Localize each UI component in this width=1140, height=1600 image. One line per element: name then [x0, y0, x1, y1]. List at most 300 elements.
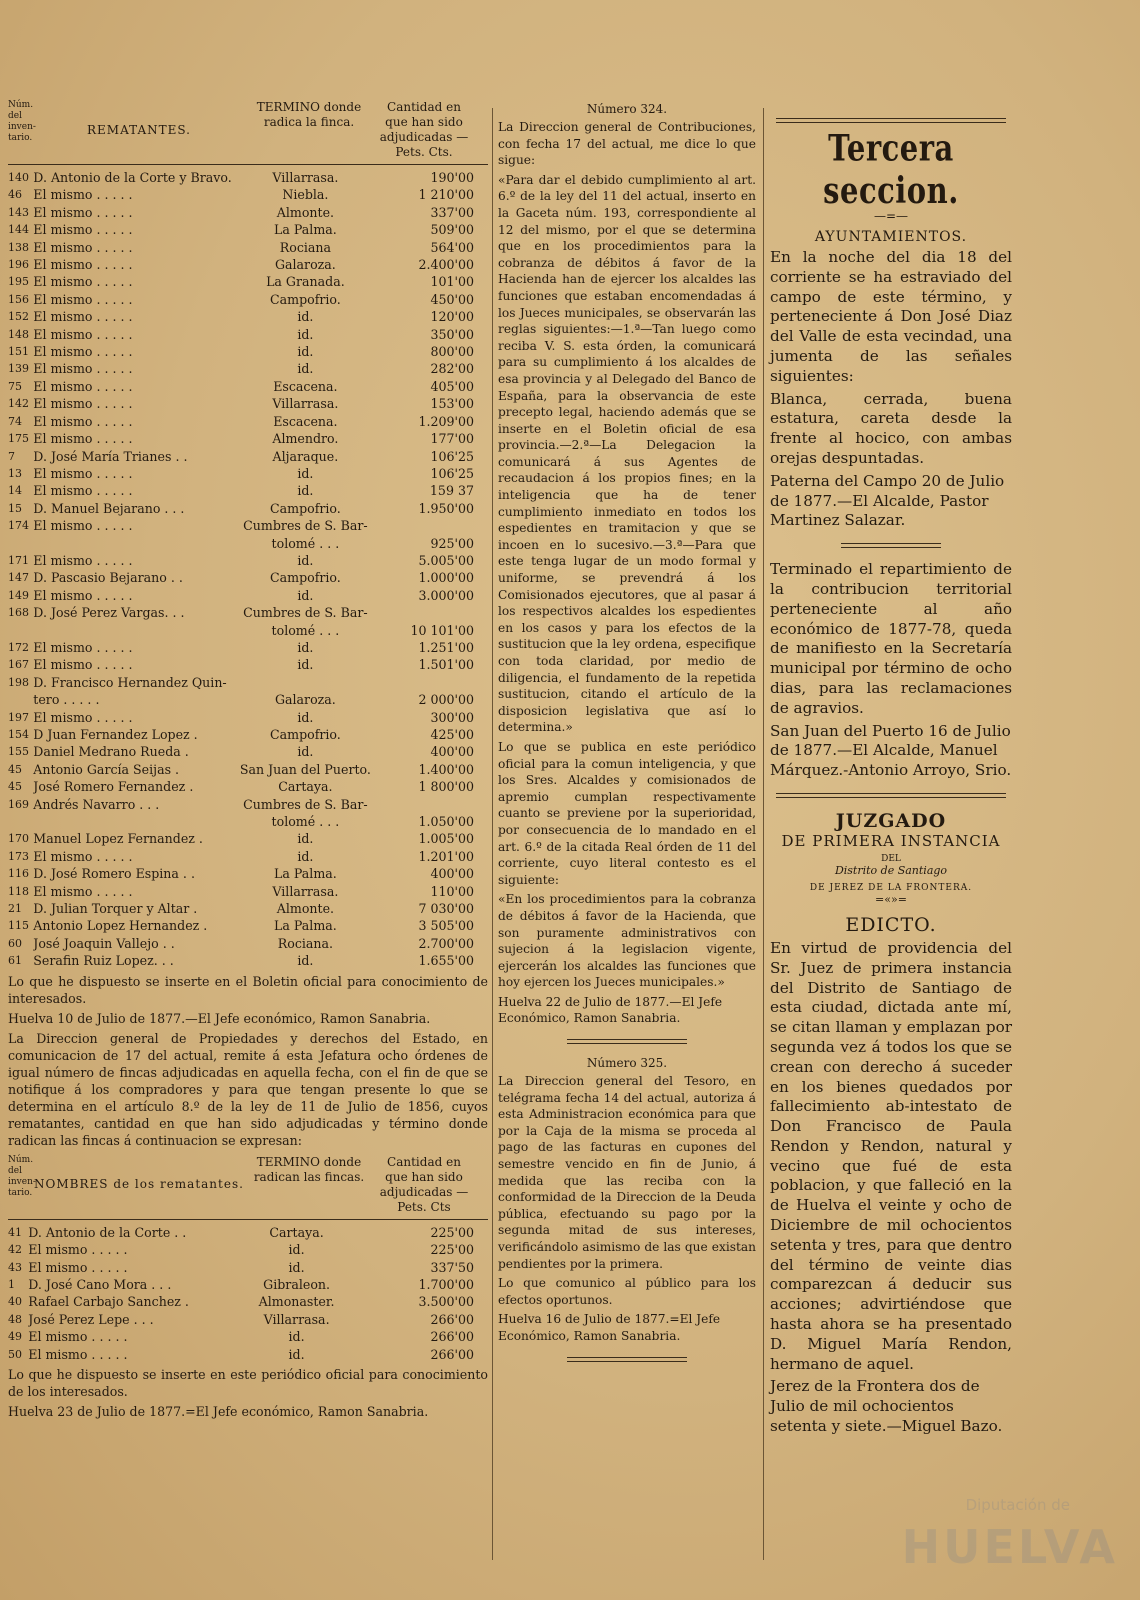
row-name: Andrés Navarro . . . [33, 796, 160, 812]
row-number: 14 [8, 484, 22, 498]
table-row [8, 778, 488, 795]
row-name: Manuel Lopez Fernandez . [33, 831, 203, 847]
row-number: 139 [8, 362, 29, 376]
row-number: 148 [8, 327, 29, 341]
section-title: Tercera seccion. [823, 126, 959, 212]
row-number: 45 [8, 762, 22, 776]
row-amount: 266'00 [430, 1346, 474, 1362]
row-termino: Campofrio. [269, 291, 341, 307]
row-amount: 1.209'00 [418, 413, 474, 429]
row-amount: 3 505'00 [418, 918, 474, 934]
paragraph: Lo que comunico al público para los efectos oportunos. [498, 1276, 756, 1307]
row-termino: id. [297, 309, 314, 325]
row-termino: Almonte. [276, 204, 335, 220]
row-amount: 266'00 [430, 1311, 474, 1327]
header-termino: TERMINO donde radican las fincas. [253, 1154, 365, 1184]
row-amount: 564'00 [430, 239, 474, 255]
row-termino: Escacena. [273, 378, 338, 394]
table-row [8, 326, 488, 343]
row-termino: Galaroza. [274, 692, 336, 708]
row-amount: 10 101'00 [410, 622, 474, 638]
row-amount: 177'00 [430, 431, 474, 447]
row-amount: 101'00 [430, 274, 474, 290]
row-name: tero . . . . . [33, 692, 100, 708]
row-name: José Perez Lepe . . . [28, 1311, 154, 1327]
ornament: =«»= [875, 892, 907, 906]
rematantes-table-2 [8, 1224, 488, 1363]
separator [776, 793, 1006, 798]
row-termino: id. [288, 1242, 305, 1258]
table-row [8, 761, 488, 778]
row-name: El mismo . . . . . [33, 709, 133, 725]
table-row [8, 273, 488, 290]
row-number [8, 622, 33, 639]
table-row [8, 465, 488, 482]
row-number: 21 [8, 902, 22, 916]
row-number: 155 [8, 745, 29, 759]
row-amount: 800'00 [430, 344, 474, 360]
row-number: 147 [8, 571, 29, 585]
paragraph: «Para dar el debido cumplimiento al art. 6.º de la ley del 11 del actual, inserto en la Gaceta núm. 193, correspondiente al 12 del mismo, por el que se determina que en los procedimientos para la cobranza de débitos á favor de la Hacienda han de ejercer los alcaldes las funciones que estaban encomendadas á los Jueces municipales, se observarán las reglas siguientes:—1.ª—Tan luego como reciba V. S. esta órden, la comunicará para su cumplimiento á los alcaldes de esa provincia y al Delegado del Banco de España, para la observancia de este precepto legal, haciendo además que se inserte en el Boletin oficial de esa provincia.—2.ª—La Delegacion la comunicará á sus Agentes de recaudacion á los propios fines; en la inteligencia que ha de tener cumplimiento inmediato en todos los espedientes en tramitacion y que se incoen en lo sucesivo.—3.ª—Para que este tenga lugar de un modo formal y uniforme, se prevendrá á los Comisionados ejecutores, que al pasar á los respectivos alcaldes los espedientes en los casos y para los efectos de la sustitucion que la ley ordena, especifique con toda claridad, por medio de diligencia, el fundamento de la repetida sustitucion, citando el artículo de la disposicion legislativa que así lo determina.» [498, 172, 756, 735]
row-amount: 106'25 [430, 448, 474, 464]
row-termino: id. [297, 744, 314, 760]
row-termino: id. [288, 1346, 305, 1362]
row-termino: Niebla. [282, 187, 329, 203]
row-name: D. Pascasio Bejarano . . [33, 570, 183, 586]
paragraph: La Direccion general de Contribuciones, con fecha 17 del actual, me dice lo que sigue: [498, 120, 756, 168]
row-amount: 266'00 [430, 1329, 474, 1345]
column-rule [763, 108, 764, 1560]
row-name: El mismo . . . . . [33, 483, 133, 499]
row-number: 140 [8, 171, 29, 184]
table-row [8, 726, 488, 743]
table-row [8, 448, 488, 465]
subsection-title: AYUNTAMIENTOS. [814, 229, 968, 245]
row-name: D. José Cano Mora . . . [28, 1276, 172, 1292]
header-num: Núm. del inven-tario. [8, 1154, 36, 1198]
row-name: El mismo . . . . . [28, 1346, 128, 1362]
row-name: Daniel Medrano Rueda . [33, 744, 189, 760]
table-row [8, 1241, 488, 1258]
row-termino: Aljaraque. [272, 448, 339, 464]
row-termino: id. [297, 709, 314, 725]
row-number: 156 [8, 292, 29, 306]
row-termino: Rociana. [277, 935, 334, 951]
row-amount: 1 210'00 [418, 187, 474, 203]
row-termino: tolomé . . . [271, 814, 340, 830]
row-number: 174 [8, 519, 29, 533]
column-left [8, 100, 488, 1423]
table1-header [8, 100, 488, 165]
separator [567, 1039, 687, 1044]
table-row [8, 1311, 488, 1328]
table-row [8, 239, 488, 256]
row-number: 46 [8, 188, 22, 202]
row-name: D Juan Fernandez Lopez . [33, 727, 198, 742]
row-number: 172 [8, 640, 29, 654]
row-termino: id. [297, 953, 314, 969]
row-termino: Cumbres de S. Bar- [243, 796, 368, 812]
row-amount: 400'00 [430, 866, 474, 882]
separator [776, 118, 1006, 123]
row-number: 142 [8, 397, 29, 411]
table-row [8, 1276, 488, 1293]
column-right [770, 100, 1012, 1440]
row-name: Rafael Carbajo Sanchez . [28, 1294, 189, 1310]
row-number: 74 [8, 414, 22, 428]
row-number: 45 [8, 780, 22, 794]
table-row [8, 709, 488, 726]
row-name: El mismo . . . . . [33, 291, 133, 307]
row-name: El mismo . . . . . [33, 361, 133, 377]
row-number: 154 [8, 728, 29, 741]
row-termino: Galaroza. [274, 257, 336, 273]
row-amount: 159 37 [429, 483, 474, 499]
signature: Huelva 22 de Julio de 1877.—El Jefe Económico, Ramon Sanabria. [498, 994, 723, 1026]
signature: Jerez de la Frontera dos de Julio de mil ochocientos setenta y siete.—Miguel Bazo. [770, 1377, 1003, 1436]
column-rule [492, 108, 493, 1560]
row-number: 198 [8, 675, 29, 689]
paragraph: En la noche del dia 18 del corriente se ha estraviado del campo de este término, y perteneciente á Don José Diaz del Valle de esta vecindad, una jumenta de las señales siguientes: [770, 248, 1012, 385]
row-amount: 3.500'00 [418, 1294, 474, 1310]
row-amount: 405'00 [430, 378, 474, 394]
table-row [8, 604, 488, 621]
watermark-text: Diputación de [965, 1496, 1070, 1514]
row-amount: 2 000'00 [418, 692, 474, 708]
row-number [8, 535, 33, 552]
row-amount: 1 800'00 [418, 779, 474, 795]
row-number: 171 [8, 553, 29, 567]
table-row [8, 186, 488, 203]
row-name: El mismo . . . . . [33, 848, 133, 864]
row-amount: 7 030'00 [418, 901, 474, 917]
separator [841, 543, 941, 548]
table-row [8, 813, 488, 830]
row-termino: id. [297, 587, 314, 603]
row-name: El mismo . . . . . [33, 204, 133, 220]
row-name: D. José María Trianes . . [33, 448, 188, 464]
row-name: El mismo . . . . . [33, 378, 133, 394]
row-termino: San Juan del Puerto. [239, 761, 371, 777]
row-name: D. Manuel Bejarano . . . [33, 500, 185, 516]
row-amount: 2.400'00 [418, 257, 474, 273]
row-termino: Rociana [279, 239, 332, 255]
table-row [8, 221, 488, 238]
table-row [8, 517, 488, 534]
row-name: El mismo . . . . . [33, 883, 133, 899]
row-amount: 2.700'00 [418, 935, 474, 951]
row-name: El mismo . . . . . [33, 274, 133, 290]
row-number: 170 [8, 832, 29, 846]
row-number: 75 [8, 379, 22, 393]
table-row [8, 935, 488, 952]
table-row [8, 865, 488, 882]
row-name: El mismo . . . . . [33, 396, 133, 412]
row-termino: id. [297, 552, 314, 568]
row-termino: Campofrio. [269, 500, 341, 516]
paragraph: Terminado el repartimiento de la contribucion territorial perteneciente al año económico de 1877-78, queda de manifiesto en la Secretaría municipal por término de ocho dias, para las reclamaciones de agravios. [770, 560, 1012, 717]
row-termino: id. [297, 831, 314, 847]
row-amount [379, 517, 488, 534]
row-termino: Almendro. [272, 431, 339, 447]
row-name: El mismo . . . . . [33, 222, 133, 238]
row-termino: tolomé . . . [271, 535, 340, 551]
row-amount: 5.005'00 [418, 552, 474, 568]
table-row [8, 291, 488, 308]
row-termino: Villarrasa. [272, 396, 339, 412]
column-middle [498, 100, 756, 1374]
row-number: 138 [8, 240, 29, 254]
row-name: El mismo . . . . . [33, 413, 133, 429]
row-name: El mismo . . . . . [33, 657, 133, 673]
row-amount: 3.000'00 [418, 587, 474, 603]
signature: Huelva 16 de Julio de 1877.=El Jefe Económico, Ramon Sanabria. [498, 1312, 721, 1343]
row-amount: 1.050'00 [418, 814, 474, 830]
row-amount: 450'00 [430, 291, 474, 307]
court-city: DE JEREZ DE LA FRONTERA. [809, 882, 973, 893]
table-row [8, 500, 488, 517]
row-amount: 925'00 [430, 535, 474, 551]
row-number: 43 [8, 1260, 22, 1274]
row-amount: 190'00 [430, 170, 474, 185]
table-row [8, 1293, 488, 1310]
row-termino: Villarrasa. [272, 883, 339, 899]
row-number: 60 [8, 936, 22, 950]
row-name: Antonio García Seijas . [33, 761, 180, 777]
row-amount: 225'00 [430, 1224, 474, 1240]
row-amount [379, 674, 488, 691]
row-amount: 1.950'00 [418, 500, 474, 516]
row-number [8, 813, 33, 830]
row-termino: La Palma. [274, 222, 337, 238]
paragraph: Lo que he dispuesto se inserte en este periódico oficial para conocimiento de los interesados. [8, 1366, 488, 1399]
row-termino: Cartaya. [269, 1224, 324, 1240]
row-number: 169 [8, 797, 29, 811]
row-number: 15 [8, 501, 22, 515]
edict-title: EDICTO. [845, 913, 937, 936]
table2-header [8, 1155, 488, 1220]
row-name [33, 622, 231, 639]
row-name: El mismo . . . . . [33, 187, 133, 203]
table-row [8, 622, 488, 639]
row-name [33, 813, 231, 830]
row-name: José Joaquin Vallejo . . [33, 935, 175, 951]
row-number: 167 [8, 658, 29, 672]
row-name: El mismo . . . . . [28, 1242, 128, 1258]
paragraph: La Direccion general de Propiedades y derechos del Estado, en comunicacion de 17 del actual, remite á esta Jefatura ocho órdenes de igual número de fincas adjudicadas en aquella fecha, con el fin de que se notifique á los compradores y para que tengan presente lo que se determina en el artículo 8.º de la ley de 11 de Julio de 1856, cuyos rematantes, cantidad en que han sido adjudicadas y término donde radican las fincas á continuacion se expresan: [8, 1030, 488, 1148]
row-number: 196 [8, 258, 29, 272]
notice-number: Número 325. [586, 1056, 668, 1071]
row-termino: Villarrasa. [263, 1311, 330, 1327]
row-termino: Campofrio. [269, 570, 341, 586]
court-district: Distrito de Santiago [834, 863, 948, 877]
table-row [8, 430, 488, 447]
watermark-logo: HUELVA [901, 1520, 1118, 1574]
table-row [8, 917, 488, 934]
row-amount: 1.501'00 [418, 657, 474, 673]
row-termino: La Palma. [274, 866, 337, 882]
row-amount: 110'00 [430, 883, 474, 899]
table-row [8, 796, 488, 813]
row-number: 173 [8, 849, 29, 863]
row-termino: id. [297, 344, 314, 360]
row-name: José Romero Fernandez . [33, 779, 194, 795]
table-row [8, 639, 488, 656]
row-number: 175 [8, 432, 29, 446]
row-name: El mismo . . . . . [33, 309, 133, 325]
court-title: JUZGADO [835, 809, 947, 832]
header-persons: REMATANTES. [87, 122, 191, 137]
row-name: El mismo . . . . . [33, 257, 133, 273]
row-termino: id. [288, 1329, 305, 1345]
row-termino: Almonte. [276, 901, 335, 917]
row-name: El mismo . . . . . [33, 518, 133, 534]
table-row [8, 569, 488, 586]
paragraph: En virtud de providencia del Sr. Juez de primera instancia del Distrito de Santiago de esta ciudad, dictada ante mí, se citan llaman y emplazan por segunda vez á todos los que se crean con derecho á suceder en los bienes quedados por fallecimiento ab-intestato de Don Francisco de Paula Rendon y Rendon, natural y vecino que fué de esta poblacion, y que falleció en la de Huelva el veinte y ocho de Diciembre de mil ochocientos setenta y tres, para que dentro del término de veinte dias comparezcan á deducir sus acciones; advirtiéndose que hasta ahora se ha presentado D. Miguel María Rendon, hermano de aquel. [770, 938, 1012, 1373]
header-persons: NOMBRES de los rematantes. [34, 1177, 244, 1192]
row-termino: Campofrio. [269, 727, 341, 742]
row-termino: Cumbres de S. Bar- [243, 518, 368, 534]
signature: Huelva 10 de Julio de 1877.—El Jefe económico, Ramon Sanabria. [8, 1010, 431, 1026]
row-name: El mismo . . . . . [33, 344, 133, 360]
row-amount: 425'00 [430, 727, 474, 742]
row-amount: 1.251'00 [418, 639, 474, 655]
notice-number: Número 324. [586, 102, 668, 116]
row-number: 50 [8, 1347, 22, 1361]
table-row [8, 413, 488, 430]
header-cantidad: Cantidad en que han sido adjudicadas — Pets. Cts [379, 1154, 469, 1214]
table-row [8, 343, 488, 360]
paragraph: «En los procedimientos para la cobranza de débitos á favor de la Hacienda, que son puramente administrativos con sujecion á la legislacion vigente, ejercerán los alcaldes las funciones que hoy ejercen los Jueces municipales.» [498, 892, 756, 990]
court-subtitle: DE PRIMERA INSTANCIA [781, 831, 1001, 850]
row-amount [379, 604, 488, 621]
table-row [8, 900, 488, 917]
table-row [8, 169, 488, 186]
row-number: 143 [8, 205, 29, 219]
row-amount: 337'50 [430, 1259, 474, 1275]
table-row [8, 587, 488, 604]
row-amount: 1.201'00 [418, 848, 474, 864]
row-termino [232, 674, 379, 691]
table-row [8, 1259, 488, 1276]
row-termino: Almonaster. [258, 1294, 335, 1310]
row-termino: tolomé . . . [271, 622, 340, 638]
row-number: 61 [8, 954, 22, 968]
row-number: 42 [8, 1243, 22, 1257]
table-row [8, 691, 488, 708]
row-number: 151 [8, 345, 29, 359]
row-number: 197 [8, 710, 29, 724]
table-row [8, 1346, 488, 1363]
table-row [8, 395, 488, 412]
row-name: El mismo . . . . . [33, 587, 133, 603]
row-name: D. Julian Torquer y Altar . [33, 901, 198, 917]
paragraph: Lo que he dispuesto se inserte en el Boletin oficial para conocimiento de interesados. [8, 973, 488, 1006]
row-name: D. José Perez Vargas. . . [33, 605, 185, 621]
row-number: 144 [8, 223, 29, 237]
table-row [8, 360, 488, 377]
row-number: 195 [8, 275, 29, 289]
row-amount: 400'00 [430, 744, 474, 760]
row-number: 41 [8, 1225, 22, 1239]
row-name: D. Antonio de la Corte y Bravo. [33, 170, 232, 185]
row-name [33, 535, 231, 552]
paragraph: Lo que se publica en este periódico oficial para la comun inteligencia, y que los Sres. Alcaldes y comisionados de apremio cumplan respectivamente cuanto se previene por la superioridad, por consecuencia de lo mandado en el art. 6.º de la citada Real órden de 11 del corriente, cuyo literal contesto es el siguiente: [498, 739, 756, 887]
row-number: 149 [8, 588, 29, 602]
table-row [8, 552, 488, 569]
signature: Huelva 23 de Julio de 1877.=El Jefe económico, Ramon Sanabria. [8, 1403, 429, 1419]
table-row [8, 308, 488, 325]
row-termino: id. [297, 848, 314, 864]
row-amount [379, 796, 488, 813]
row-termino: Gibraleon. [263, 1276, 331, 1292]
row-amount: 1.655'00 [418, 953, 474, 969]
row-termino: id. [297, 657, 314, 673]
table-row [8, 482, 488, 499]
row-number: 13 [8, 466, 22, 480]
row-name: D. Antonio de la Corte . . [28, 1224, 187, 1240]
separator [567, 1357, 687, 1362]
row-name: Antonio Lopez Hernandez . [33, 918, 208, 934]
table-row [8, 256, 488, 273]
table-row [8, 848, 488, 865]
signature: Paterna del Campo 20 de Julio de 1877.—El Alcalde, Pastor Martinez Salazar. [770, 471, 1005, 530]
row-name: Serafin Ruiz Lopez. . . [33, 953, 174, 969]
row-amount: 509'00 [430, 222, 474, 238]
row-termino: La Granada. [266, 274, 345, 290]
row-name: El mismo . . . . . [28, 1329, 128, 1345]
row-amount: 282'00 [430, 361, 474, 377]
row-number [8, 691, 33, 708]
row-number: 7 [8, 449, 15, 463]
table-row [8, 743, 488, 760]
row-amount: 106'25 [430, 465, 474, 481]
row-amount: 1.700'00 [418, 1276, 474, 1292]
row-amount: 1.000'00 [418, 570, 474, 586]
row-amount: 350'00 [430, 326, 474, 342]
row-number: 40 [8, 1295, 22, 1309]
row-termino: id. [297, 361, 314, 377]
row-amount: 1.005'00 [418, 831, 474, 847]
table-row [8, 1224, 488, 1241]
row-amount: 153'00 [430, 396, 474, 412]
row-name: El mismo . . . . . [33, 639, 133, 655]
row-name: El mismo . . . . . [33, 326, 133, 342]
paragraph: La Direccion general del Tesoro, en telégrama fecha 14 del actual, autoriza á esta Administracion económica para que por la Caja de la misma se proceda al pago de las facturas en cupones del semestre vencido en fin de Junio, á medida que las reciba con la conformidad de la Direccion de la Deuda pública, efectuando su pago por la segunda mitad de sus intereses, verificándolo asimismo de las que existan pendientes por la primera. [498, 1074, 756, 1271]
row-number: 1 [8, 1277, 15, 1291]
row-number: 115 [8, 919, 29, 933]
row-name: El mismo . . . . . [28, 1259, 128, 1275]
row-name: El mismo . . . . . [33, 239, 133, 255]
row-number: 116 [8, 867, 29, 881]
row-number: 168 [8, 606, 29, 620]
court-del: DEL [881, 853, 901, 864]
paragraph: Blanca, cerrada, buena estatura, careta desde la frente al hocico, con ambas orejas despuntadas. [770, 389, 1012, 467]
table-row [8, 1328, 488, 1345]
row-termino: id. [297, 639, 314, 655]
row-number: 48 [8, 1312, 22, 1326]
row-name: El mismo . . . . . [33, 552, 133, 568]
row-termino: id. [297, 326, 314, 342]
row-termino: La Palma. [274, 918, 337, 934]
table-row [8, 535, 488, 552]
row-termino: Villarrasa. [272, 170, 339, 185]
table-row [8, 204, 488, 221]
row-number: 118 [8, 884, 29, 898]
header-cantidad: Cantidad en que han sido adjudicadas — Pets. Cts. [379, 100, 469, 159]
row-number: 49 [8, 1330, 22, 1344]
row-name: D. José Romero Espina . . [33, 866, 195, 882]
